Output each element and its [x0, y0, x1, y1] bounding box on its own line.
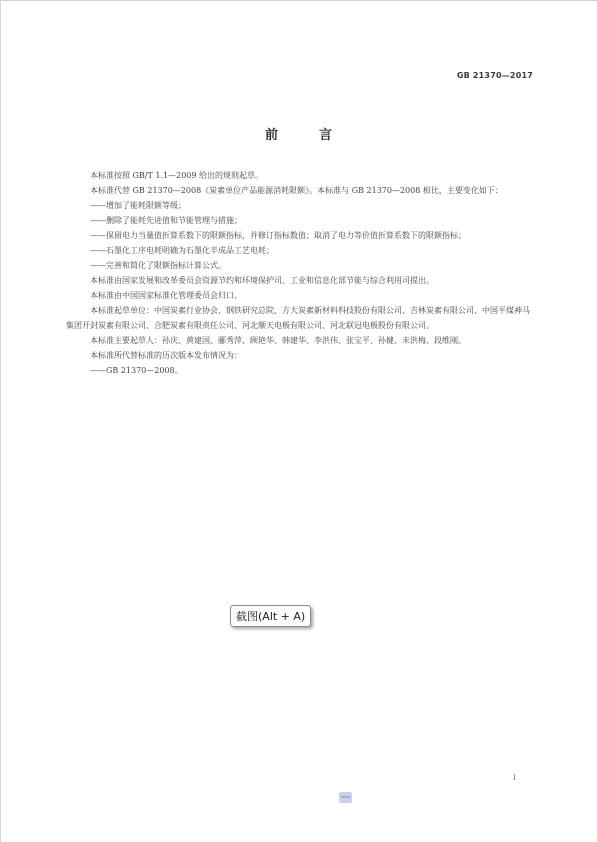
list-item-text: GB 21370—2008。	[106, 366, 183, 375]
list-item	[66, 363, 534, 378]
list-item	[66, 228, 534, 243]
paragraph: 本标准代替 GB 21370—2008《炭素单位产品能源消耗限额》。本标准与 GB 21370—2008 相比，主要变化如下：	[90, 186, 503, 195]
viewer-toolbar-icon[interactable]	[339, 792, 352, 803]
paragraph: 本标准由国家发展和改革委员会资源节约和环境保护司、工业和信息化部节能与综合利用司提出。	[90, 276, 434, 285]
dash-marker: ——	[90, 201, 106, 210]
paragraph: 本标准起草单位：中国炭素行业协会、钢铁研究总院、方大炭素新材料科技股份有限公司、吉林炭素有限公司、中国平煤神马集团开封炭素有限公司、合肥炭素有限责任公司、河北顺天电极有限公司、河北联冠电极股份有限公司。	[66, 306, 530, 330]
document-code: GB 21370—2017	[456, 71, 533, 80]
page-number: I	[513, 774, 516, 782]
dash-marker: ——	[90, 261, 106, 270]
paragraph: 本标准按照 GB/T 1.1—2009 给出的规则起草。	[90, 171, 264, 180]
paragraph: 本标准由中国国家标准化管理委员会归口。	[90, 291, 242, 300]
list-item-text: 石墨化工序电耗明确为石墨化半成品工艺电耗；	[106, 246, 274, 255]
screenshot-tooltip: 截图(Alt + A)	[230, 605, 311, 627]
list-item-text: 删除了能耗先进值和节能管理与措施；	[106, 216, 242, 225]
dash-marker: ——	[90, 246, 106, 255]
dash-marker: ——	[90, 231, 106, 240]
list-item-text: 完善和简化了限额指标计算公式。	[106, 261, 226, 270]
foreword-body	[66, 168, 534, 378]
list-item	[66, 258, 534, 273]
list-item-text: 保留电力当量值折算系数下的限额指标，并修订指标数值；取消了电力等价值折算系数下的限额指标；	[106, 231, 466, 240]
paragraph: 本标准主要起草人：孙庆、黄建国、郦秀萍、顾艳华、韩建华、李洪伟、张宝平、孙健、未洪梅、段维刚。	[90, 336, 466, 345]
dash-marker: ——	[90, 366, 106, 375]
list-item	[66, 213, 534, 228]
list-item	[66, 243, 534, 258]
list-item-text: 增加了能耗限额等级；	[106, 201, 186, 210]
dash-marker: ——	[90, 216, 106, 225]
list-item	[66, 198, 534, 213]
page-title: 前 言	[264, 128, 346, 143]
paragraph: 本标准所代替标准的历次版本发布情况为：	[90, 351, 242, 360]
page-border-top	[0, 0, 597, 1]
